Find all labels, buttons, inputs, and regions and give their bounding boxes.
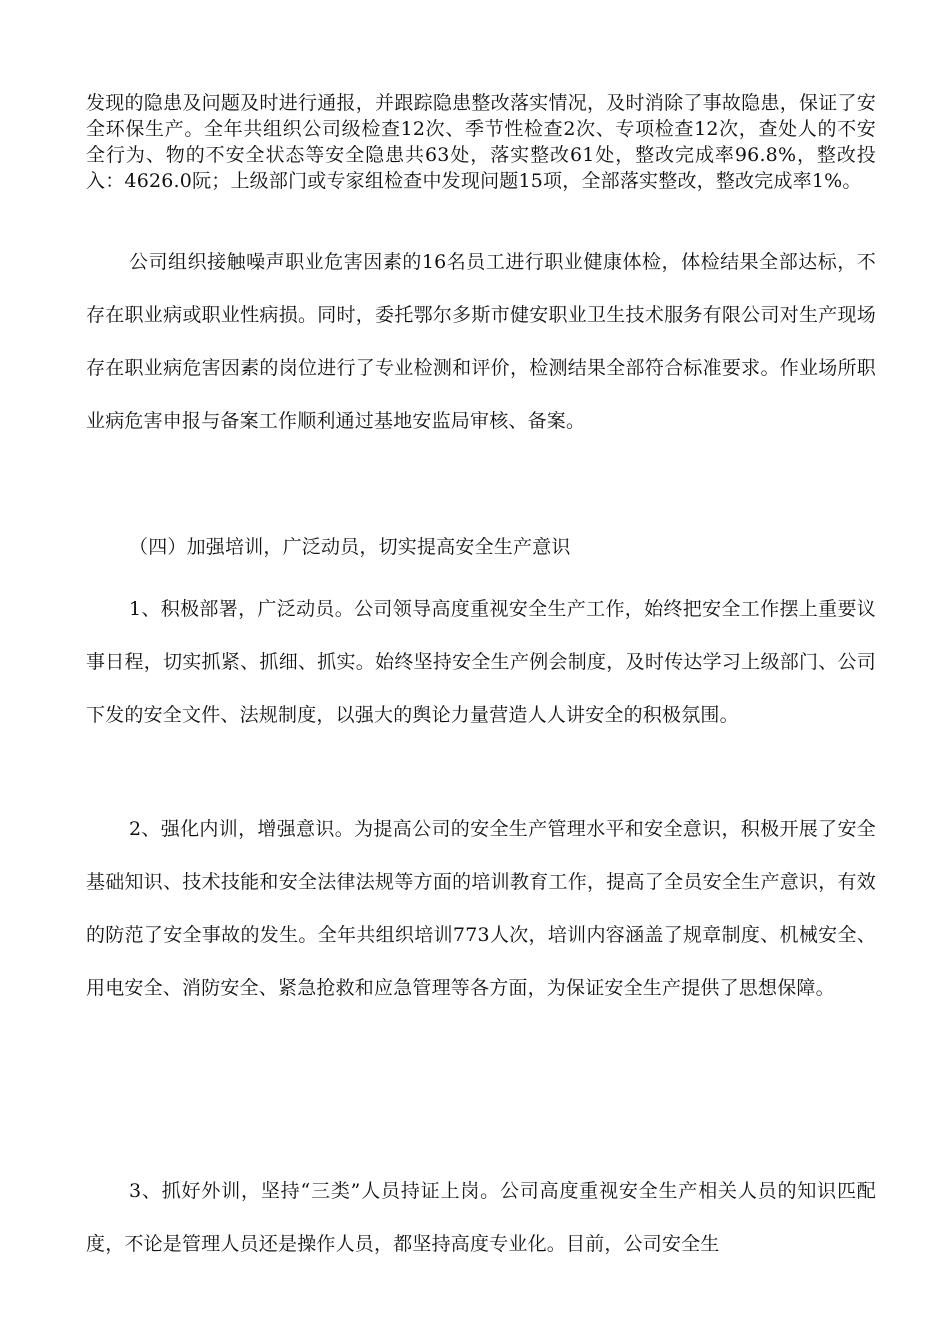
section-heading-training: （四）加强培训，广泛动员，切实提高安全生产意识: [129, 536, 571, 558]
paragraph-inspection-summary: 发现的隐患及问题及时进行通报，并跟踪隐患整改落实情况，及时消除了事故隐患，保证了安全环保生产。全年共组织公司级检查12次、季节性检查2次、专项检查12次，查处人的不安全行为、物的不安全状态等安全隐患共63处，落实整改61处，整改完成率96.8%，整改投入：4626.0阮；上级部门或专家组检查中发现问题15项，全部落实整改，整改完成率1%。: [86, 92, 876, 192]
paragraph-internal-training: 2、强化内训，增强意识。为提高公司的安全生产管理水平和安全意识，积极开展了安全基础知识、技术技能和安全法律法规等方面的培训教育工作，提高了全员安全生产意识，有效的防范了安全事故的发生。全年共组织培训773人次，培训内容涵盖了规章制度、机械安全、用电安全、消防安全、紧急抢救和应急管理等各方面，为保证安全生产提供了思想保障。: [86, 818, 876, 999]
paragraph-external-training: 3、抓好外训，坚持“三类”人员持证上岗。公司高度重视安全生产相关人员的知识匹配度，不论是管理人员还是操作人员，都坚持高度专业化。目前，公司安全生: [86, 1180, 876, 1255]
paragraph-deployment: 1、积极部署，广泛动员。公司领导高度重视安全生产工作，始终把安全工作摆上重要议事日程，切实抓紧、抓细、抓实。始终坚持安全生产例会制度，及时传达学习上级部门、公司下发的安全文件、法规制度，以强大的舆论力量营造人人讲安全的积极氛围。: [86, 598, 876, 726]
paragraph-occupational-health: 公司组织接触噪声职业危害因素的16名员工进行职业健康体检，体检结果全部达标，不存在职业病或职业性病损。同时，委托鄂尔多斯市健安职业卫生技术服务有限公司对生产现场存在职业病危害因素的岗位进行了专业检测和评价，检测结果全部符合标准要求。作业场所职业病危害申报与备案工作顺利通过基地安监局审核、备案。: [86, 251, 876, 432]
